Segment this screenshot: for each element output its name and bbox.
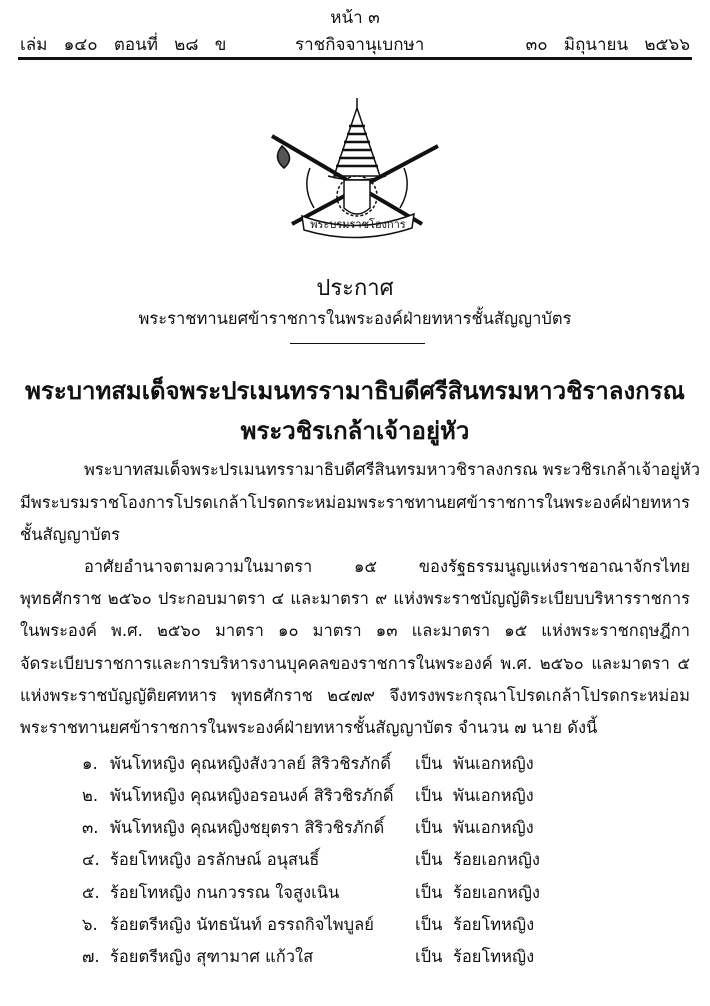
promotion-rank: ร้อยเอกหญิง	[453, 883, 540, 902]
promotion-rank: พันเอกหญิง	[453, 754, 534, 773]
promotion-no: ๒.	[82, 786, 99, 805]
body-line: มีพระบรมราชโองการโปรดเกล้าโปรดกระหม่อมพระราชทานยศข้าราชการในพระองค์ฝ่ายทหาร	[20, 493, 690, 512]
promotion-rank: พันเอกหญิง	[453, 818, 534, 837]
promotion-rank: ร้อยโทหญิง	[453, 915, 535, 934]
promotion-as: เป็น	[415, 947, 443, 966]
publication-date: ๓๐ มิถุนายน ๒๕๖๖	[525, 35, 690, 55]
body-line: แห่งพระราชบัญญัติยศทหาร พุทธศักราช ๒๔๗๙ จึงทรงพระกรุณาโปรดเกล้าโปรดกระหม่อม	[20, 686, 690, 705]
promotion-name: ร้อยโทหญิง กนกวรรณ ใจสูงเนิน	[110, 883, 340, 902]
promotion-name: ร้อยโทหญิง อรลักษณ์ อนุสนธิ์	[110, 850, 320, 869]
header-rule	[18, 57, 692, 60]
promotion-no: ๗.	[82, 947, 100, 966]
promotion-no: ๔.	[82, 850, 100, 869]
body-line: ชั้นสัญญาบัตร	[20, 525, 120, 544]
promotion-as: เป็น	[415, 850, 443, 869]
publication-name: ราชกิจจานุเบกษา	[295, 35, 425, 55]
body-line: พุทธศักราช ๒๕๖๐ ประกอบมาตรา ๔ และมาตรา ๙ แห่งพระราชบัญญัติระเบียบบริหารราชการ	[20, 589, 690, 608]
volume-issue: เล่ม ๑๔๐ ตอนที่ ๒๘ ข	[20, 35, 227, 55]
promotion-rank: ร้อยเอกหญิง	[453, 850, 540, 869]
body-line: จัดระเบียบราชการและการบริหารงานบุคคลของราชการในพระองค์ พ.ศ. ๒๕๖๐ และมาตรา ๕	[20, 654, 690, 673]
announcement-heading: ประกาศ	[316, 276, 394, 301]
announcement-subject: พระราชทานยศข้าราชการในพระองค์ฝ่ายทหารชั้นสัญญาบัตร	[138, 309, 572, 328]
title-line: พระวชิรเกล้าเจ้าอยู่หัว	[240, 417, 470, 445]
body-line: พระราชทานยศข้าราชการในพระองค์ฝ่ายทหารชั้นสัญญาบัตร จำนวน ๗ นาย ดังนี้	[20, 718, 598, 737]
promotion-name: พันโทหญิง คุณหญิงอรอนงค์ สิริวชิรภักดิ์	[110, 786, 394, 805]
body-line: พระบาทสมเด็จพระปรเมนทรรามาธิบดีศรีสินทรมหาวชิราลงกรณ พระวชิรเกล้าเจ้าอยู่หัว	[84, 460, 701, 479]
body-line: ในพระองค์ พ.ศ. ๒๕๖๐ มาตรา ๑๐ มาตรา ๑๓ และมาตรา ๑๕ แห่งพระราชกฤษฎีกา	[20, 621, 690, 640]
emblem-inscription: พระบรมราชโองการ	[310, 218, 406, 231]
promotion-rank: ร้อยโทหญิง	[453, 947, 535, 966]
promotion-rank: พันเอกหญิง	[453, 786, 534, 805]
promotion-as: เป็น	[415, 915, 443, 934]
promotion-name: ร้อยตรีหญิง นัทธนันท์ อรรถกิจไพบูลย์	[110, 915, 374, 934]
promotion-no: ๕.	[82, 883, 100, 902]
promotion-no: ๓.	[82, 818, 99, 837]
title-line: พระบาทสมเด็จพระปรเมนทรรามาธิบดีศรีสินทรมหาวชิราลงกรณ	[25, 377, 685, 405]
page-number: หน้า ๓	[330, 8, 380, 28]
promotion-no: ๖.	[82, 915, 98, 934]
promotion-name: ร้อยตรีหญิง สุฑามาศ แก้วใส	[110, 947, 314, 966]
royal-emblem-icon	[262, 96, 452, 242]
body-line: อาศัยอำนาจตามความในมาตรา ๑๕ ของรัฐธรรมนูญแห่งราชอาณาจักรไทย	[84, 557, 690, 576]
promotion-as: เป็น	[415, 754, 443, 773]
subject-rule	[290, 343, 425, 344]
promotion-as: เป็น	[415, 818, 443, 837]
promotion-name: พันโทหญิง คุณหญิงชยุตรา สิริวชิรภักดิ์	[110, 818, 385, 837]
promotion-no: ๑.	[82, 754, 98, 773]
promotion-as: เป็น	[415, 883, 443, 902]
promotion-as: เป็น	[415, 786, 443, 805]
promotion-name: พันโทหญิง คุณหญิงสังวาลย์ สิริวชิรภักดิ์	[110, 754, 391, 773]
